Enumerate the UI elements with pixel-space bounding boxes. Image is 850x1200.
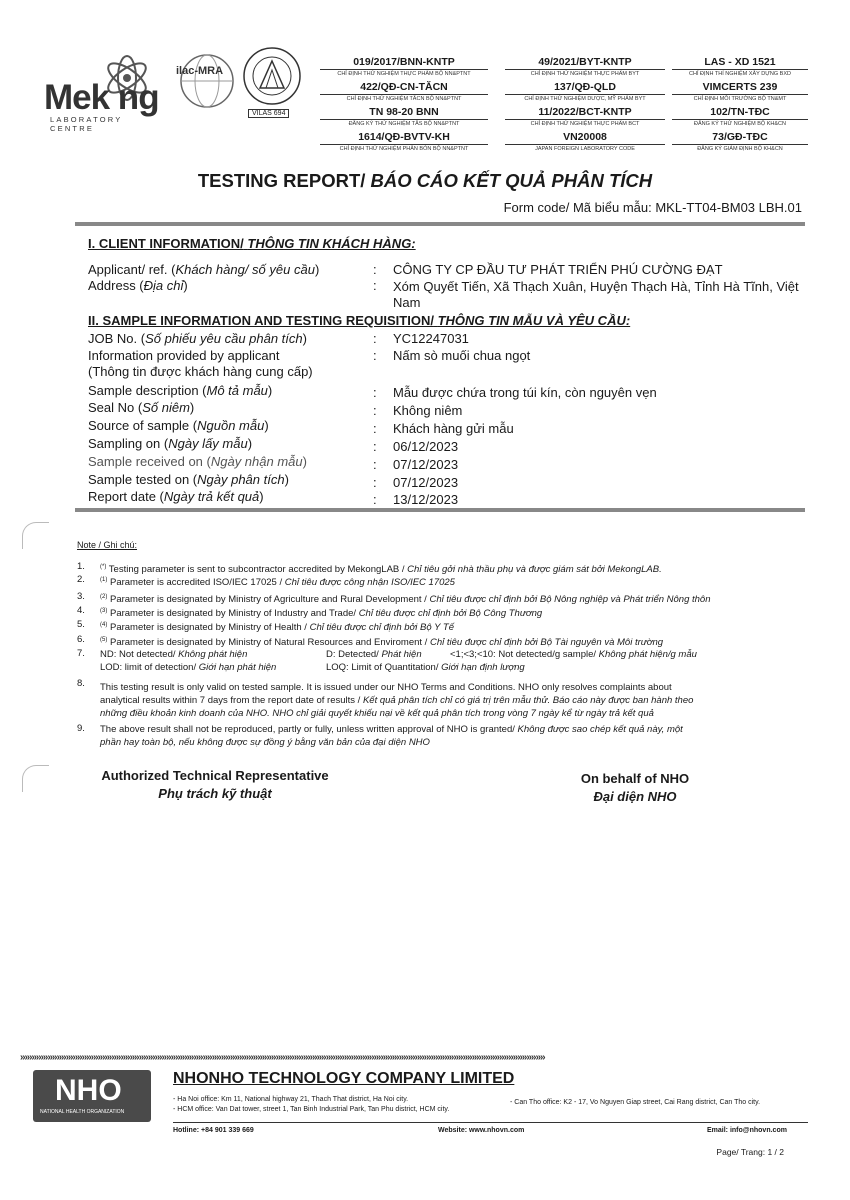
company-name: NHONHO TECHNOLOGY COMPANY LIMITED [173, 1070, 515, 1087]
address-label: Address (Địa chỉ) [88, 278, 188, 293]
tested-date-value: 07/12/2023 [393, 475, 459, 490]
report-title-en: TESTING REPORT/ [197, 170, 366, 191]
sampling-date-label: Sampling on (Ngày lấy mẫu) [88, 436, 253, 451]
info-provided-label: Information provided by applicant [88, 348, 280, 363]
note-lod: LOD: limit of detection/ Giới hạn phát hiện [100, 662, 277, 673]
colon: : [373, 403, 377, 418]
mekong-logo [44, 48, 169, 133]
nho-logo-subtitle: NATIONAL HEALTH ORGANIZATION [40, 1109, 125, 1115]
page-corner-mark [22, 765, 49, 792]
note-item: $^{(2)}$ Parameter is designated by Ministry of Agriculture and Rural Development / Chỉ tiêu được chỉ định bởi Bộ Nông nghiệp và Phát triển Nông thôn [100, 594, 711, 606]
colon: : [373, 421, 377, 436]
note-item: $^{(5)}$ Parameter is designated by Ministry of Natural Resources and Enviroment / Chỉ tiêu được chỉ định bởi Bộ Tài nguyên và Môi trường [100, 637, 664, 649]
page-number: Page/ Trang: 1 / 2 [716, 1147, 784, 1157]
note-number: 2. [77, 574, 85, 585]
signatory-left-title-vi: Phụ trách kỹ thuật [158, 786, 272, 801]
job-no-value: YC12247031 [393, 331, 469, 346]
cert-item: 102/TN-TĐC ĐĂNG KÝ THỬ NGHIỆM BỘ KH&CN [672, 106, 808, 127]
sampling-date-value: 06/12/2023 [393, 439, 459, 454]
cert-item: VIMCERTS 239 CHỈ ĐỊNH MÔI TRƯỜNG BỘ TN&MT [672, 81, 808, 102]
source-label: Source of sample (Nguồn mẫu) [88, 418, 269, 433]
hanoi-office: - Ha Noi office: Km 11, National highway 21, Thach That district, Ha Noi city. [173, 1096, 409, 1103]
note-number: 9. [77, 723, 85, 734]
applicant-label: Applicant/ ref. (Khách hàng/ số yêu cầu) [88, 262, 320, 277]
colon: : [373, 278, 377, 293]
cert-item: 1614/QĐ-BVTV-KH CHỈ ĐỊNH THỬ NGHIỆM PHÂN BÓN BỘ NN&PTNT [320, 131, 488, 152]
colon: : [373, 348, 377, 363]
nho-logo [33, 1070, 151, 1122]
signatory-left-title: Authorized Technical Representative [101, 768, 329, 783]
hcm-office: - HCM office: Van Dat tower, street 1, Tan Binh Industrial Park, Tan Phu district, HCM city. [173, 1106, 450, 1113]
note-number: 7. [77, 648, 85, 659]
nho-logo-text: NHO [55, 1074, 122, 1107]
applicant-value: CÔNG TY CP ĐẦU TƯ PHÁT TRIỂN PHÚ CƯỜNG ĐẠT [393, 262, 723, 277]
accreditation-seal [240, 46, 304, 120]
footer-divider [173, 1122, 808, 1123]
note-reproduction: The above result shall not be reproduced, partly or fully, unless written approval of NHO is granted/ Không được sao chép kết quả này, một phần hay toàn bộ, nếu không được sự đồng ý bằng văn bản của đại diện NHO [100, 724, 683, 748]
cert-item: VN20008 JAPAN FOREIGN LABORATORY CODE [505, 131, 665, 152]
note-number: 8. [77, 678, 85, 689]
note-validity: This testing result is only valid on tested sample. It is issued under our NHO Terms and Conditions. NHO only resolves complaints about analytical results within 7 days from the report date of results / Kết quả phân tích chỉ có giá trị trên mẫu thử. Báo cáo này được ban hành theo những điều khoản kinh doanh của NHO. NHO chỉ giải quyết khiếu nại về kết quả phân tích trong vòng 7 ngày kể từ ngày trả kết quả [100, 682, 694, 719]
report-title [0, 170, 850, 192]
note-item: (*) Testing parameter is sent to subcontractor accredited by MekongLAB / Chỉ tiêu gởi nhà thầu phụ và được giám sát bởi MekongLAB. [100, 564, 662, 576]
colon: : [373, 385, 377, 400]
note-nd: ND: Not detected/ Không phát hiện [100, 649, 248, 660]
note-lt: <1;<3;<10: Not detected/g sample/ Không phát hiện/g mẫu [450, 649, 697, 660]
cert-item: TN 98-20 BNN ĐĂNG KÝ THỬ NGHIỆM TĂS BỘ NN&PTNT [320, 106, 488, 127]
note-item: $^{(4)}$ Parameter is designated by Ministry of Health / Chỉ tiêu được chỉ định bởi Bộ Y Tế [100, 622, 455, 634]
seal-icon [242, 46, 302, 106]
cert-item: 137/QĐ-QLD CHỈ ĐỊNH THỬ NGHIỆM DƯỢC, MỸ PHẨM BYT [505, 81, 665, 102]
cert-item: LAS - XD 1521 CHỈ ĐỊNH THÍ NGHIỆM XÂY DỰNG BXD [672, 56, 808, 77]
note-number: 6. [77, 634, 85, 645]
cert-item: 73/GĐ-TĐC ĐĂNG KÝ GIÁM ĐỊNH BỘ KH&CN [672, 131, 808, 152]
sample-description-label: Sample description (Mô tả mẫu) [88, 383, 273, 398]
source-value: Khách hàng gửi mẫu [393, 421, 514, 436]
colon: : [373, 331, 377, 346]
report-date-label: Report date (Ngày trả kết quả) [88, 489, 264, 504]
colon: : [373, 262, 377, 277]
note-loq: LOQ: Limit of Quantitation/ Giới hạn định lượng [326, 662, 525, 673]
ilac-mra-logo [176, 52, 238, 110]
seal-no-value: Không niêm [393, 403, 463, 418]
info-provided-label-vi: (Thông tin được khách hàng cung cấp) [88, 364, 313, 379]
tested-date-label: Sample tested on (Ngày phân tích) [88, 472, 289, 487]
info-provided-value: Nấm sò muối chua ngọt [393, 348, 531, 363]
address-value: Xóm Quyết Tiến, Xã Thạch Xuân, Huyện Thạch Hà, Tỉnh Hà Tĩnh, Việt Nam [393, 279, 799, 310]
job-no-label: JOB No. (Số phiếu yêu cầu phân tích) [88, 331, 307, 346]
signatory-right-title: On behalf of NHO [580, 771, 690, 786]
colon: : [373, 457, 377, 472]
globe-icon [176, 52, 238, 110]
received-date-label: Sample received on (Ngày nhận mẫu) [88, 454, 307, 469]
notes-header: Note / Ghi chú: [77, 540, 138, 550]
cantho-office: - Can Tho office: K2 - 17, Vo Nguyen Giap street, Cai Rang district, Can Tho city. [510, 1099, 761, 1106]
signatory-right-title-vi: Đại diện NHO [593, 789, 677, 804]
divider [75, 508, 805, 512]
footer-arrow-border: »»»»»»»»»»»»»»»»»»»»»»»»»»»»»»»»»»»»»»»»»»»»»»»»»»»»»»»»»»»»»»»»»»»»»»»»»»»»»»»»»»»»»»»»»»»»»»»»»»»»»»»»»»»»»»»»»»» [20, 1052, 545, 1063]
note-d: D: Detected/ Phát hiện [326, 649, 422, 660]
cert-item: 11/2022/BCT-KNTP CHỈ ĐỊNH THỬ NGHIỆM THỰC PHẨM BCT [505, 106, 665, 127]
note-item: $^{(1)}$ Parameter is accredited ISO/IEC 17025 / Chỉ tiêu được công nhận ISO/IEC 17025 [100, 577, 455, 589]
form-code: Form code/ Mã biểu mẫu: MKL-TT04-BM03 LBH.01 [503, 200, 802, 215]
cert-item: 49/2021/BYT-KNTP CHỈ ĐỊNH THỬ NGHIỆM THỰC PHẨM BYT [505, 56, 665, 77]
seal-no-label: Seal No (Số niêm) [88, 400, 195, 415]
section-sample-title: II. SAMPLE INFORMATION AND TESTING REQUISITION/ THÔNG TIN MẪU VÀ YÊU CẦU: [88, 313, 631, 328]
cert-item: 019/2017/BNN-KNTP CHỈ ĐỊNH THỬ NGHIỆM THỰC PHẨM BỘ NN&PTNT [320, 56, 488, 77]
email-link[interactable]: Email: info@nhovn.com [707, 1127, 787, 1134]
note-number: 4. [77, 605, 85, 616]
divider [75, 222, 805, 226]
website-link[interactable]: Website: www.nhovn.com [438, 1127, 525, 1134]
logo-wordmark: Mek ng [44, 78, 159, 117]
note-number: 1. [77, 561, 85, 572]
sample-description-value: Mẫu được chứa trong túi kín, còn nguyên vẹn [393, 385, 657, 400]
logo-subtitle: LABORATORY CENTRE [50, 115, 123, 133]
colon: : [373, 475, 377, 490]
colon: : [373, 492, 377, 507]
colon: : [373, 439, 377, 454]
ilac-label: ilac-MRA [176, 65, 224, 77]
note-item: $^{(3)}$ Parameter is designated by Ministry of Industry and Trade/ Chỉ tiêu được chỉ định bởi Bộ Công Thương [100, 608, 543, 620]
vilas-badge: VILAS 694 [248, 109, 289, 118]
page-corner-mark [22, 522, 49, 549]
note-number: 5. [77, 619, 85, 630]
cert-item: 422/QĐ-CN-TĂCN CHỈ ĐỊNH THỬ NGHIỆM TĂCN BỘ NN&PTNT [320, 81, 488, 102]
received-date-value: 07/12/2023 [393, 457, 459, 472]
note-number: 3. [77, 591, 85, 602]
section-client-title: I. CLIENT INFORMATION/ THÔNG TIN KHÁCH HÀNG: [88, 236, 416, 251]
report-title-vi: BÁO CÁO KẾT QUẢ PHÂN TÍCH [370, 170, 653, 191]
hotline: Hotline: +84 901 339 669 [173, 1127, 254, 1134]
report-date-value: 13/12/2023 [393, 492, 459, 507]
